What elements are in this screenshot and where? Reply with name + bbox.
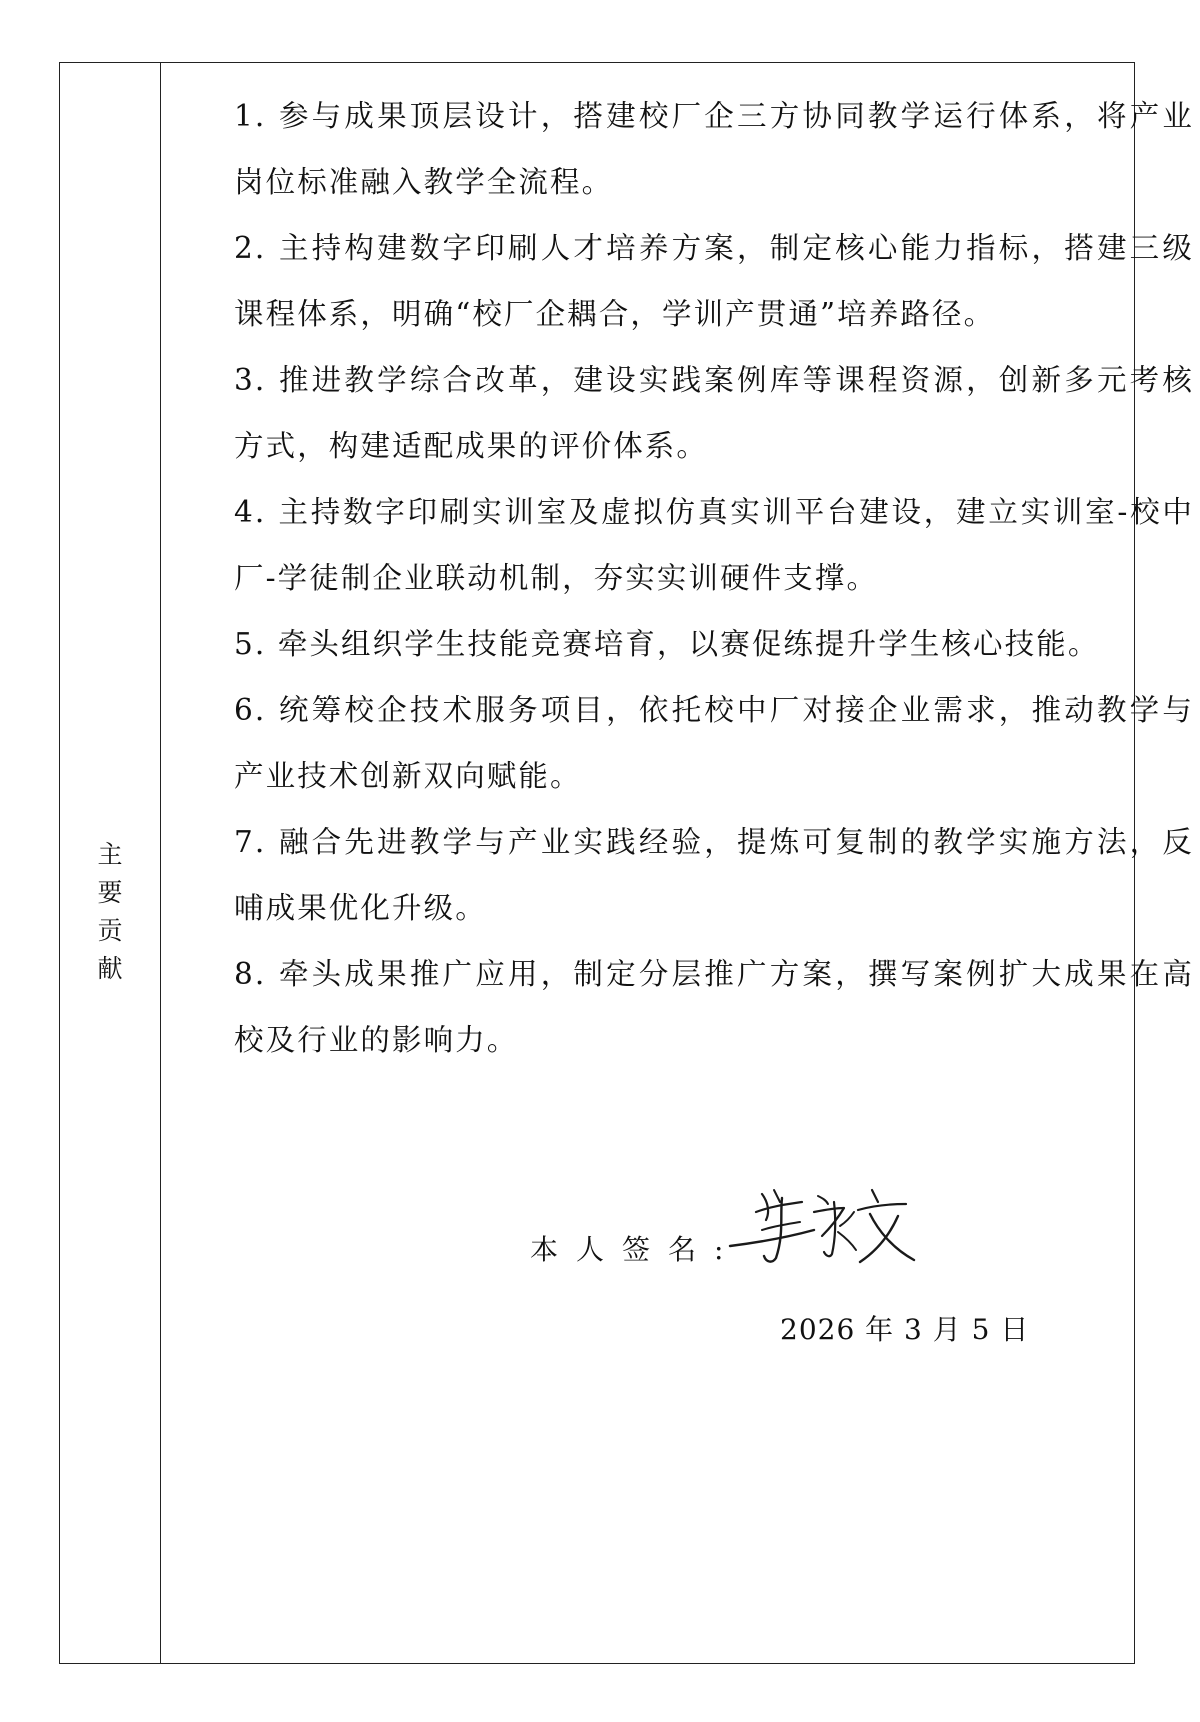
contribution-item: 5. 牵头组织学生技能竞赛培育，以赛促练提升学生核心技能。 [234, 627, 1100, 661]
section-label-char: 献 [97, 954, 123, 983]
label-column [60, 63, 161, 1663]
contribution-form-table [59, 62, 1194, 1664]
section-label [60, 836, 160, 988]
handwritten-signature [722, 1172, 922, 1272]
contribution-item: 3. 推进教学综合改革，建设实践案例库等课程资源，创新多元考核方式，构建适配成果的评价体系。 [234, 363, 1194, 463]
section-label-char: 贡 [97, 916, 123, 945]
contribution-item: 6. 统筹校企技术服务项目，依托校中厂对接企业需求，推动教学与产业技术创新双向赋能。 [234, 693, 1194, 793]
sign-date: 2026 年 3 月 5 日 [780, 1313, 1030, 1346]
signature-label: 本人签名: [530, 1233, 742, 1266]
contribution-item: 7. 融合先进教学与产业实践经验，提炼可复制的教学实施方法，反哺成果优化升级。 [234, 825, 1194, 925]
content-column [161, 63, 1194, 1663]
contribution-item: 8. 牵头成果推广应用，制定分层推广方案，撰写案例扩大成果在高校及行业的影响力。 [234, 957, 1194, 1057]
contribution-item: 1. 参与成果顶层设计，搭建校厂企三方协同教学运行体系，将产业岗位标准融入教学全流程。 [234, 99, 1194, 199]
contribution-item: 2. 主持构建数字印刷人才培养方案，制定核心能力指标，搭建三级课程体系，明确“校厂企耦合，学训产贯通”培养路径。 [234, 231, 1194, 331]
contribution-item: 4. 主持数字印刷实训室及虚拟仿真实训平台建设，建立实训室-校中厂-学徒制企业联动机制，夯实实训硬件支撑。 [234, 495, 1194, 595]
signature-row [530, 1130, 990, 1266]
contribution-list [234, 83, 1194, 1073]
section-label-char: 要 [97, 878, 123, 907]
section-label-char: 主 [97, 840, 123, 869]
